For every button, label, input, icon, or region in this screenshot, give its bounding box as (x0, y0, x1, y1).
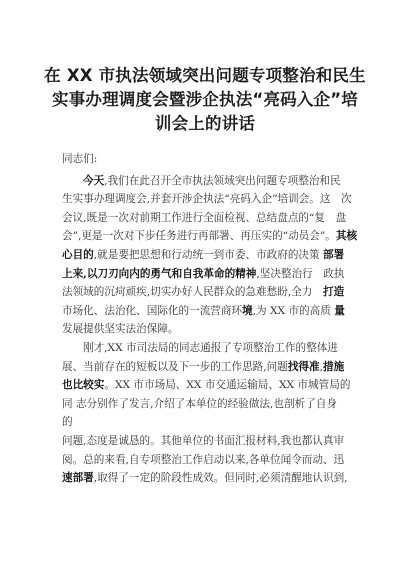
p1-emphasis-deploy: 部署 (323, 248, 345, 261)
p1-line-8 (62, 302, 358, 321)
p2-emphasis-solid: 也比较实 (62, 379, 105, 392)
p2-line-7: 阅。总的来看,自专项整治工作启动以来,各单位闻令而动、迅 (62, 453, 345, 466)
p1-line-8-rest: ,为 XX 市的高质 (252, 304, 331, 317)
p1-line-4 (62, 227, 358, 246)
paragraph-1 (62, 172, 358, 339)
p1-line-1-text: ,我们在此召开全市执法领域突出问题专项整治和民 (104, 174, 341, 187)
paragraph-2 (62, 339, 358, 488)
p1-line-6 (62, 265, 358, 284)
salutation: 同志们: (62, 153, 98, 165)
p2-line-1: 刚才,XX 市司法局的同志通报了专项整治工作的整体进 (83, 341, 338, 354)
p1-line-3: 会议,既是一次对前期工作进行全面检视、总结盘点的“复 盘 (62, 211, 347, 224)
p2-line-8-text: ,取得了一定的阶段性成效。但同时,必须清醒地认识到, (93, 472, 348, 485)
p2-emphasis-accurate: 找得准 (287, 360, 320, 373)
p1-emphasis-courage: 上来,以刀刃向内的勇气和自我革命的精神 (62, 267, 257, 280)
p1-line-8-text: 市场化、法治化、国际化的一流营商环 (62, 304, 243, 317)
p1-line-5-text: ,就是要把思想和行动统一到市委、市政府的决策 (93, 248, 320, 261)
p1-emphasis-purpose: 心目的 (62, 248, 94, 261)
p2-emphasis-measures: 措施 (323, 360, 345, 373)
document-body (62, 150, 358, 488)
p1-emphasis-quality: 量 (334, 304, 345, 317)
p2-line-8 (62, 469, 358, 488)
p1-line-2: 生实事办理调度会,并套开涉企执法“亮码入企”培训会。这 次 (62, 193, 352, 206)
p2-line-2-comma: , (319, 360, 323, 373)
p1-line-4-text: 会”,更是一次对下步任务进行再部署、再压实的“动员会”。 (62, 230, 336, 243)
p2-line-2 (62, 358, 358, 377)
p2-line-3-text: 。XX 市市场局、XX 市交通运输局、XX 市城管局的 (104, 379, 351, 392)
p1-emphasis-today: 今天 (83, 174, 105, 187)
p2-line-4: 同 志分别作了发言,介绍了本单位的经验做法,也剖析了自身 (62, 397, 337, 410)
p1-line-5 (62, 246, 358, 265)
p1-line-7-text: 法领域的沉疴顽疾,切实办好人民群众的急难愁盼,全力 (62, 286, 323, 299)
title-line-2: 实事办理调度会暨涉企执法“亮码入企”培 (52, 90, 358, 109)
p1-line-6-text: ,坚决整治行 政执 (256, 267, 345, 280)
p1-line-9: 发展提供坚实法治保障。 (62, 323, 179, 336)
document-title (40, 64, 370, 136)
p1-emphasis-build: 打造 (322, 286, 345, 299)
p2-line-6: 问题,态度是诚恳的。其他单位的书面汇报材料,我也都认真审 (62, 434, 345, 447)
p1-line-1 (62, 172, 358, 191)
p2-emphasis-deploy-fast: 速部署 (62, 472, 94, 485)
title-line-3: 训会上的讲话 (154, 114, 256, 133)
p1-emphasis-env: 境 (242, 304, 253, 317)
p1-emphasis-core: 其核 (335, 230, 358, 243)
title-line-1: 在 XX 市执法领域突出问题专项整治和民生 (44, 66, 366, 85)
p2-line-5: 的 (62, 416, 73, 429)
p1-line-7 (62, 283, 358, 302)
p2-line-3 (62, 376, 358, 395)
p2-line-2-text: 展、当前存在的短板以及下一步的工作思路,问题 (62, 360, 288, 373)
